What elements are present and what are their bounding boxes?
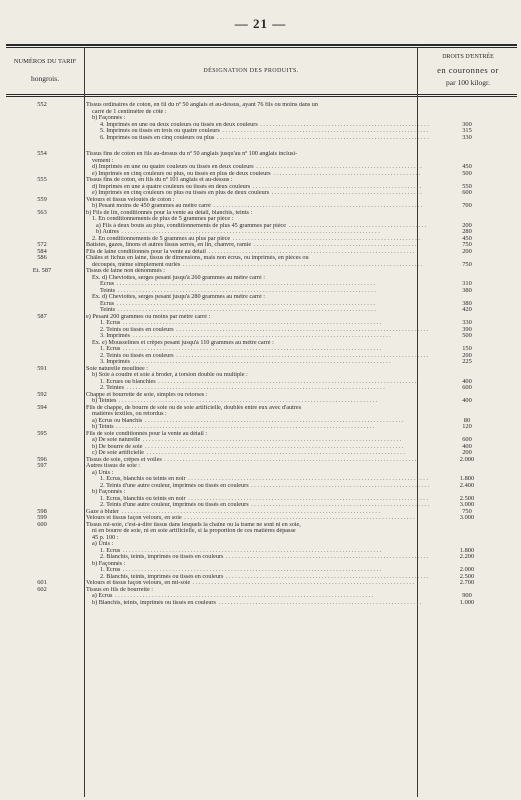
header-right-line2: en couronnes or: [437, 65, 499, 75]
product-description-text: c) De soie artificielle: [92, 450, 145, 456]
duty-value: 310: [462, 280, 472, 287]
duty-value: 900: [462, 592, 472, 599]
product-description-text: b) Façonnés :: [92, 115, 126, 121]
tariff-code: 595: [37, 429, 47, 437]
duty-value: 120: [462, 423, 472, 430]
product-description-text: 45 p. 100 :: [92, 534, 119, 541]
product-description-text: b) Pesant moins de 450 grammes au mètre carré: [92, 203, 211, 209]
product-description: [86, 135, 430, 142]
tariff-code: 602: [37, 585, 47, 593]
product-description-text: b) Façonnés :: [92, 489, 126, 495]
product-description-text: Ex. e) Mousselines et crêpes pesant jusqu'à 110 grammes au mètre carré :: [92, 339, 274, 346]
duty-value: 400: [462, 377, 472, 385]
tariff-code: Et. 587: [32, 267, 52, 274]
product-description-text: 1. En conditionnements de plus de 5 grammes par pièce :: [92, 216, 234, 222]
header-tariff-numbers: [6, 56, 84, 84]
product-description-text: ni en bourre de soie, ni en soie artificielle, si la proportion de ces matières dépasse: [92, 528, 296, 534]
product-description-text: matières textiles, ou retordus :: [92, 411, 167, 417]
product-description-text: 2. Teints d'une autre couleur, imprimés ou tissés en couleurs: [100, 502, 249, 508]
product-description-text: Écrus: [100, 281, 115, 287]
duty-value: 1.800: [459, 475, 475, 482]
product-description-text: 3. Imprimés: [100, 333, 130, 339]
product-description-text: a) Écrus ou blanchis: [92, 417, 143, 424]
product-description-text: b) Façonnés :: [92, 560, 126, 567]
duty-value: 3.000: [459, 514, 475, 521]
header-right-line3: par 100 kilogr.: [446, 78, 490, 87]
duty-value: 200: [462, 247, 472, 255]
header-left-line2: hongrois.: [30, 74, 60, 83]
duty-value: 450: [462, 163, 472, 170]
product-description-text: d) Imprimés en une ou quatre couleurs ou tissés en deux couleurs: [92, 164, 254, 170]
duty-value: 80: [463, 416, 471, 424]
product-description-text: e) Imprimés en cinq couleurs ou plus ou tissés en plus de deux couleurs: [92, 190, 270, 196]
duty-value: 200: [462, 351, 472, 359]
header-product-designation: DÉSIGNATION DES PRODUITS.: [203, 68, 299, 74]
duty-value: 420: [462, 306, 472, 313]
duty-value: 200: [462, 449, 472, 456]
product-description-text: 2. Teints ou tissés en couleurs: [100, 326, 174, 333]
product-description-text: carré de 1 centimètre de côté :: [92, 108, 167, 115]
duty-value: 600: [462, 189, 472, 196]
product-description-text: Teints: [100, 307, 116, 313]
product-description-text: b) De bourre de soie: [92, 443, 143, 450]
product-description-text: a) Unis :: [92, 469, 114, 476]
product-description-text: 5. Imprimés ou tissés en trois ou quatre couleurs: [100, 128, 220, 134]
product-description-text: Fils de chappe, de bourre de soie ou de soie artificielle, doublés entre eux avec d'autres: [86, 404, 302, 411]
tariff-code: 552: [37, 101, 47, 108]
product-description-text: Velours et tissus façon velours, en soie: [86, 515, 182, 521]
tariff-code: 591: [37, 364, 47, 372]
tariff-code: 572: [37, 241, 47, 248]
product-description-text: 3. Imprimés: [100, 359, 130, 365]
product-description-text: 6. Imprimés ou tissés en cinq couleurs ou plus: [100, 134, 215, 141]
duty-value: 2.000: [459, 455, 475, 463]
product-description-text: b) Blanchis, teints, imprimés ou tissés en couleurs: [92, 599, 216, 606]
product-description-text: 1. Écrus: [100, 320, 121, 326]
product-description-text: e) Imprimés en cinq couleurs ou plus, ou tissés en plus de deux couleurs: [92, 170, 271, 177]
product-description-text: Tissus de soie, crêpes et voiles: [86, 456, 162, 463]
product-description-text: Chappe et bourrette de soie, simples ou retorses :: [86, 391, 208, 398]
product-description-text: Teints: [100, 287, 116, 294]
duty-value: 2.700: [459, 579, 475, 586]
tariff-code: 587: [37, 312, 47, 320]
product-description-text: Écrus: [100, 300, 115, 307]
tariff-code: 559: [37, 195, 47, 203]
tariff-code: 554: [37, 150, 47, 157]
product-description-text: 2. Teints d'une autre couleur, imprimés ou tissés en couleurs: [100, 482, 249, 489]
duty-value: 1.000: [459, 598, 475, 606]
tariff-code: 584: [37, 247, 47, 255]
duty-value: 280: [462, 228, 472, 235]
product-description-text: Fils de laine conditionnés pour la vente au détail: [86, 248, 206, 255]
product-description-text: a) Unis :: [92, 541, 114, 547]
product-description-text: Gaze à bluter: [86, 508, 119, 515]
duty-value: 380: [462, 299, 472, 307]
duty-value: 550: [462, 182, 472, 190]
duty-value: 400: [462, 442, 472, 450]
product-description-text: Batistes, gazes, linons et autres tissus serrés, en lin, chanvre, ramie: [86, 242, 252, 248]
row-spacer: [6, 141, 517, 151]
product-description-text: Tissus de laine non dénommés :: [86, 268, 166, 274]
duty-value: 750: [462, 260, 472, 268]
product-description-text: Ex. d) Cheviottes, serges pesant jusqu'à 280 grammes au mètre carré :: [92, 294, 265, 300]
product-description-text: Velours et tissus façon velours, en mi-soie: [86, 580, 191, 586]
product-description-text: a) Écrus: [92, 593, 113, 599]
duty-value: 330: [462, 319, 472, 326]
product-description-text: Autres tissus de soie :: [86, 463, 140, 469]
header-top-rule: [6, 44, 517, 46]
duty-value: 200: [462, 221, 472, 229]
duty-value: 500: [462, 332, 472, 339]
product-description-text: 2. Blanchis, teints, imprimés ou tissés en couleurs: [100, 573, 224, 580]
duty-value: 2.000: [459, 566, 475, 573]
product-description-text: Tissus fins de coton, en fils du nº 101 anglais et au-dessus :: [86, 177, 233, 183]
duty-value: 450: [462, 234, 472, 242]
product-description-text: Tissus ordinaires de coton, en fil du nº 50 anglais et au-dessus, ayant 76 fils ou moins dans un: [86, 102, 318, 108]
product-description-text: 2. Teints ou tissés en couleurs: [100, 352, 174, 359]
product-description-text: Ex. d) Cheviottes, serges pesant jusqu'à 260 grammes au mètre carré :: [92, 274, 265, 281]
tariff-row: [6, 135, 517, 142]
product-description-text: Fils de soie conditionnés pour la vente au détail :: [86, 430, 208, 437]
product-description-text: Tissus en fils de bourrette :: [86, 586, 153, 593]
product-description-text: 1. Écrus: [100, 547, 121, 554]
product-description-text: e) Pesant 200 grammes ou moins par mètre carré :: [86, 313, 211, 320]
product-description-text: 2. Blanchis, teints, imprimés ou tissés en couleurs: [100, 554, 224, 560]
duty-value: 300: [462, 120, 472, 128]
product-description-text: 2. Teintes: [100, 385, 124, 391]
header-bottom-rule-thin: [6, 96, 517, 97]
product-description-text: b) Teintes: [92, 398, 117, 404]
tariff-code: 601: [37, 579, 47, 586]
tariff-code: 598: [37, 507, 47, 515]
header-top-rule-thin: [6, 47, 517, 48]
product-description-text: b) Autres: [96, 229, 119, 235]
duty-value: 390: [462, 325, 472, 333]
tariff-code: 592: [37, 390, 47, 398]
duty-value: 500: [462, 169, 472, 177]
tariff-code: 563: [37, 208, 47, 216]
duty-value: 2.500: [459, 494, 475, 502]
product-description-text: Velours et tissus veloutés de coton :: [86, 196, 175, 203]
duty-value: 700: [462, 202, 472, 209]
product-description-text: Châles et fichus en laine, tissus de dimensions, mais non écrus, ou imprimés, en pièces ou: [86, 255, 309, 261]
tariff-code: 586: [37, 254, 47, 261]
product-description-text: 1. Écrus, blanchis ou teints en noir: [100, 495, 186, 502]
product-description-text: Tissus fins de coton en fils au-dessus du nº 50 anglais jusqu'au nº 100 anglais inclusi-: [86, 151, 298, 157]
product-description-text: 1. Écrus, blanchis ou teints en noir: [100, 476, 186, 482]
tariff-code: 597: [37, 462, 47, 469]
product-description-text: vement :: [92, 157, 114, 164]
product-description-text: a) De soie naturelle: [92, 437, 141, 443]
product-description-text: 1. Écrus: [100, 567, 121, 573]
product-description-text: d) Imprimés en une à quatre couleurs ou tissés en deux couleurs: [92, 183, 251, 190]
product-description-text: a) Fils à deux bouts au plus, conditionnements de plus 45 grammes par pièce: [96, 222, 287, 229]
product-description-text: b) Soie à coudre et soie à broder, à torsion double ou multiple :: [92, 372, 248, 378]
header-import-duties: [418, 52, 518, 88]
header-right-line1: DROITS D'ENTRÉE: [442, 54, 494, 60]
tariff-code: 599: [37, 514, 47, 521]
duty-value: 150: [462, 345, 472, 352]
tariff-table-body: [6, 102, 517, 606]
duty-value: 400: [462, 397, 472, 404]
product-description-text: b) Teints: [92, 424, 114, 430]
duty-value: 2.500: [459, 572, 475, 580]
duty-value: 750: [462, 241, 472, 248]
product-description-text: découpés, même simplement ourlés: [92, 261, 181, 268]
product-description-text: b) Fils de lin, conditionnés pour la vente au détail, blanchis, teints :: [86, 209, 253, 216]
duty-value: 315: [462, 127, 472, 134]
product-description-text: 1. Écrues ou blanchies: [100, 378, 156, 385]
duty-value: 600: [462, 384, 472, 391]
product-description-text: 2. En conditionnements de 5 grammes au plus par pièce: [92, 235, 231, 242]
duty-value: 330: [462, 133, 472, 141]
product-description-text: Soie naturelle moulinée :: [86, 365, 149, 372]
duty-value: 600: [462, 436, 472, 443]
duty-value: 3.000: [459, 501, 475, 508]
product-description-text: 1. Écrus: [100, 346, 121, 352]
duty-value: 750: [462, 507, 472, 515]
duty-value: 2.400: [459, 481, 475, 489]
tariff-code: 555: [37, 176, 47, 183]
product-description-text: Tissus mi-soie, c'est-à-dire tissus dans lesquels la chaîne ou la trame ne sont ni en soie,: [86, 521, 301, 528]
duty-value: 1.800: [459, 546, 475, 554]
tariff-row: [6, 600, 517, 607]
product-description: [86, 600, 422, 607]
product-description-text: 4. Imprimés en une ou deux couleurs ou tissés en deux couleurs: [100, 121, 258, 128]
duty-value: 380: [462, 286, 472, 294]
duty-value: 2.200: [459, 553, 475, 560]
duty-value: 225: [462, 358, 472, 365]
header-bottom-rule: [6, 94, 517, 95]
page-number: — 21 —: [234, 16, 287, 31]
tariff-code: 596: [37, 455, 47, 463]
header-left-line1: NUMÉROS DU TARIF: [13, 58, 77, 65]
tariff-code: 600: [37, 520, 47, 528]
tariff-code: 594: [37, 403, 47, 411]
